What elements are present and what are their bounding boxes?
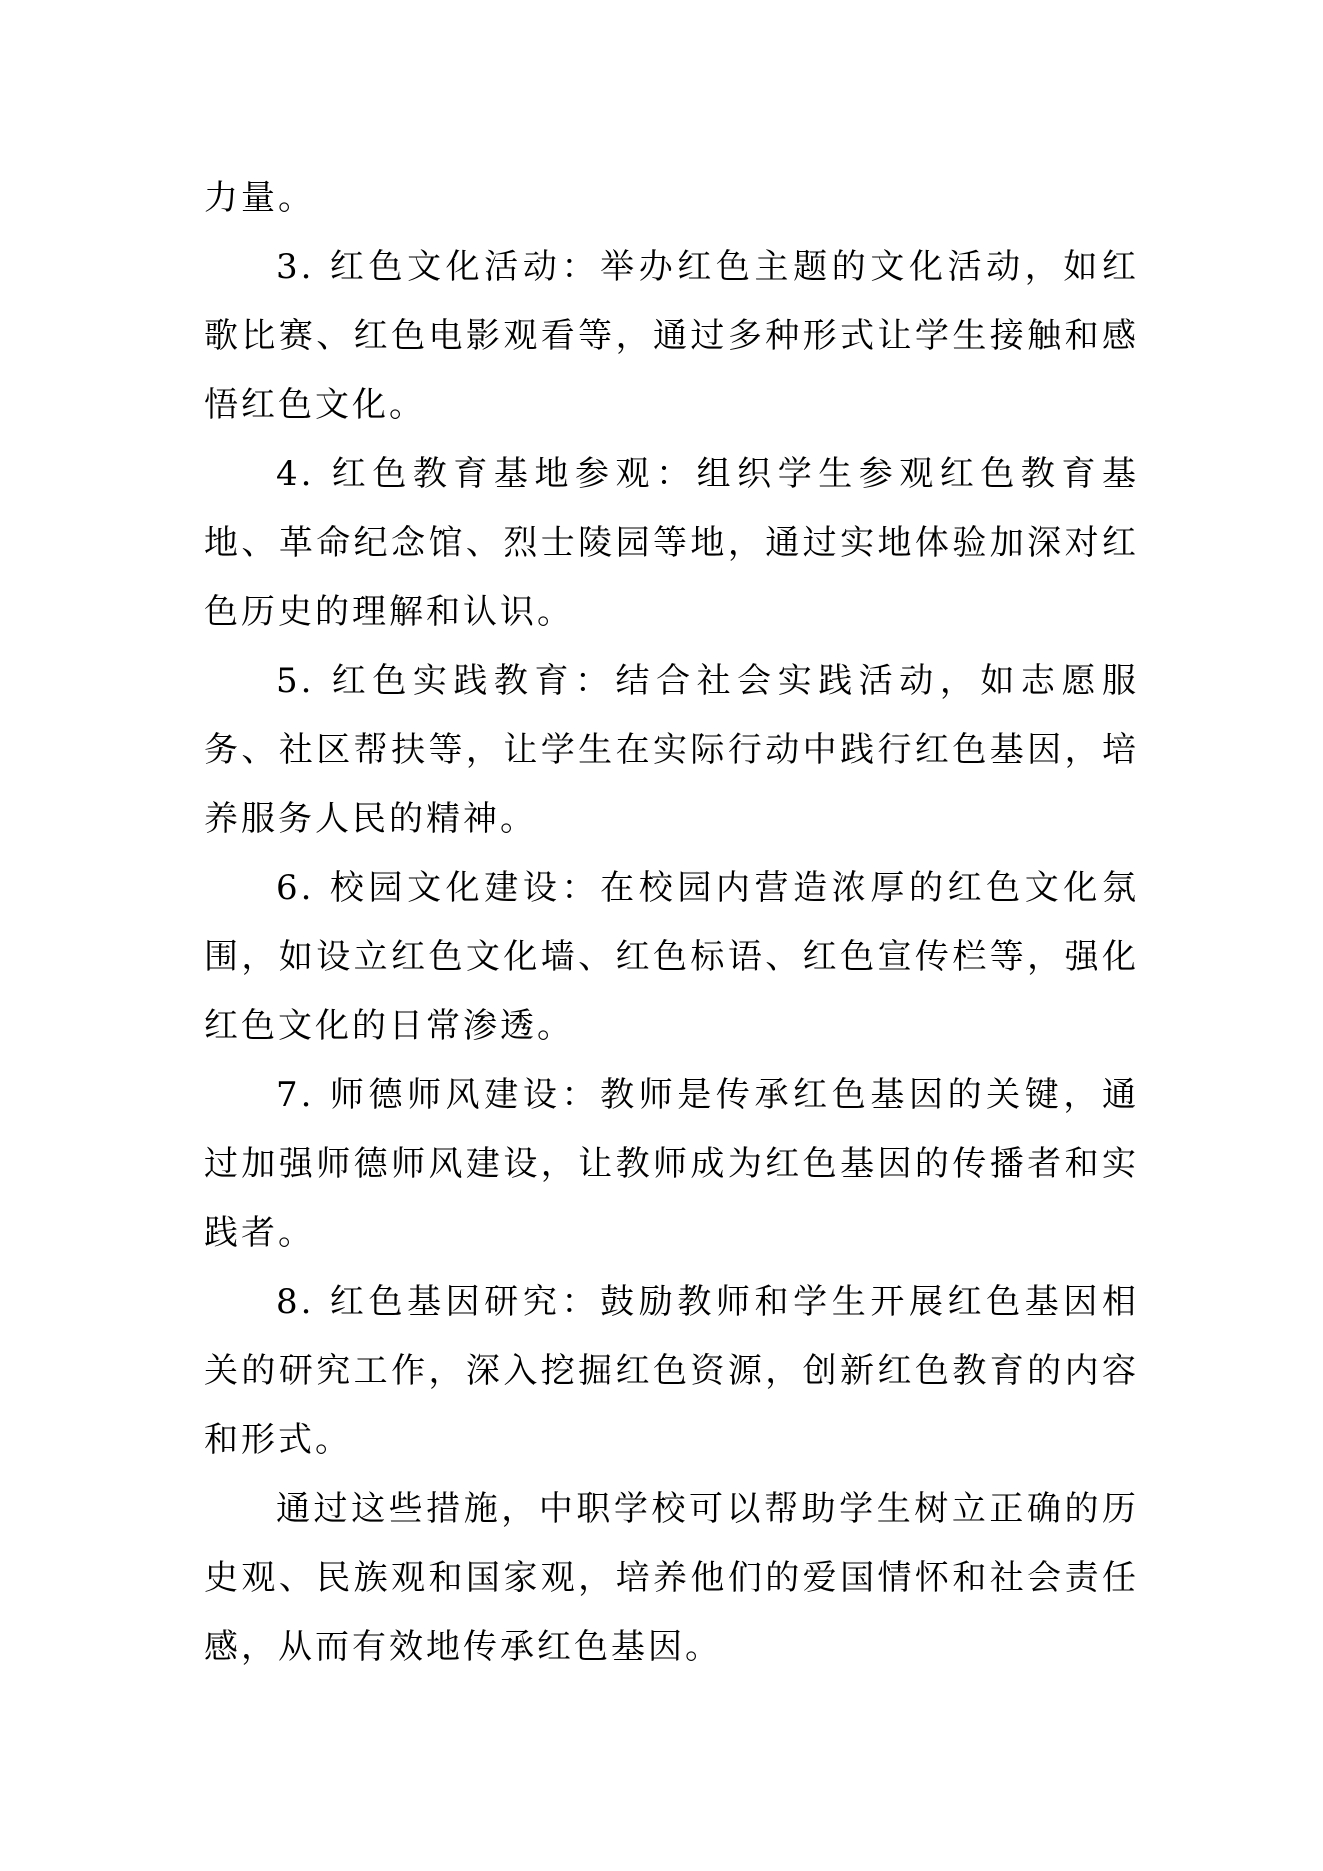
item-7-teacher-ethics: 7. 师德师风建设：教师是传承红色基因的关键，通过加强师德师风建设，让教师成为红色基因的传播者和实践者。 [204, 1075, 1139, 1253]
item-4-education-base-visits: 4. 红色教育基地参观：组织学生参观红色教育基地、革命纪念馆、烈士陵园等地，通过实地体验加深对红色历史的理解和认识。 [204, 454, 1139, 632]
continued-paragraph: 力量。 [204, 178, 315, 218]
item-8-red-gene-research: 8. 红色基因研究：鼓励教师和学生开展红色基因相关的研究工作，深入挖掘红色资源，创新红色教育的内容和形式。 [204, 1282, 1139, 1460]
item-6-campus-culture: 6. 校园文化建设：在校园内营造浓厚的红色文化氛围，如设立红色文化墙、红色标语、红色宣传栏等，强化红色文化的日常渗透。 [204, 868, 1139, 1046]
item-3-red-culture-activities: 3. 红色文化活动：举办红色主题的文化活动，如红歌比赛、红色电影观看等，通过多种形式让学生接触和感悟红色文化。 [204, 247, 1139, 425]
item-5-practice-education: 5. 红色实践教育：结合社会实践活动，如志愿服务、社区帮扶等，让学生在实际行动中践行红色基因，培养服务人民的精神。 [204, 661, 1139, 839]
conclusion-paragraph: 通过这些措施，中职学校可以帮助学生树立正确的历史观、民族观和国家观，培养他们的爱国情怀和社会责任感，从而有效地传承红色基因。 [204, 1489, 1139, 1667]
document-body [204, 164, 1139, 1682]
